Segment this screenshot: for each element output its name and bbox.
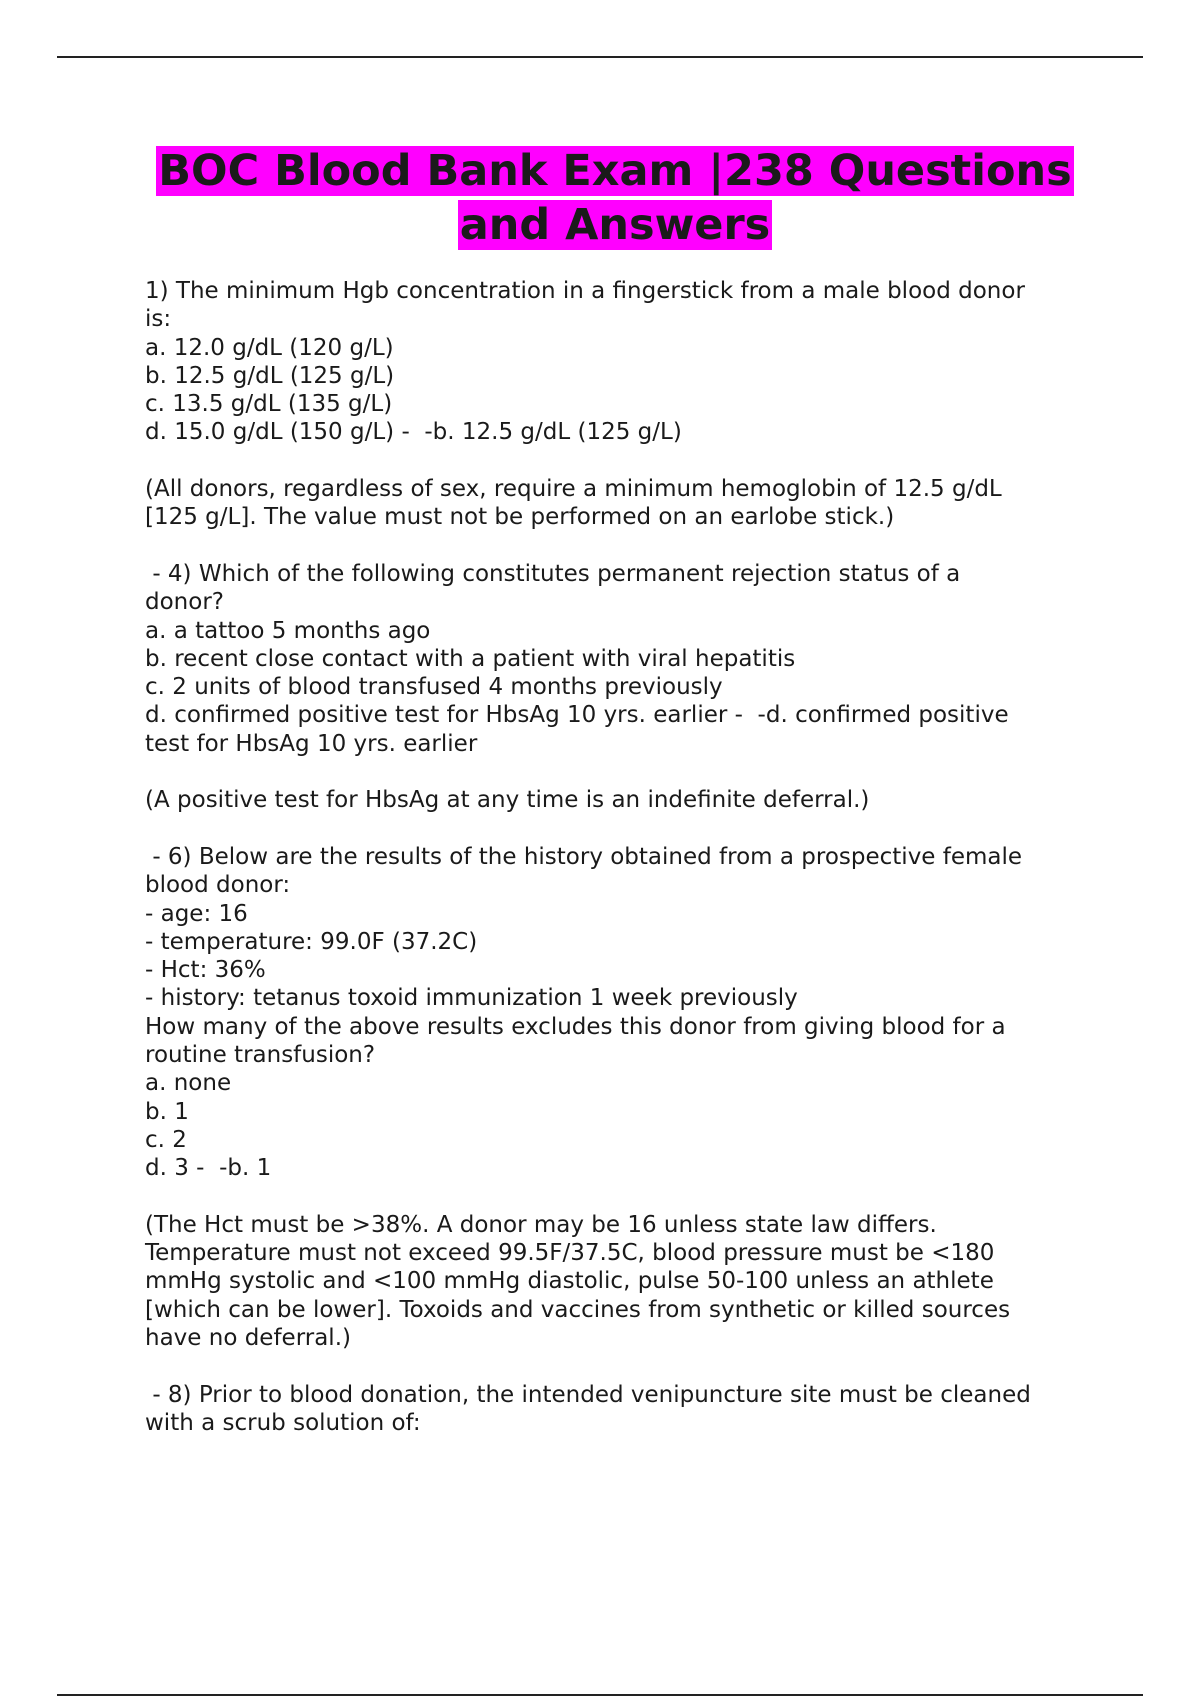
text-line: d. 3 - -b. 1 [145,1155,272,1182]
text-line: test for HbsAg 10 yrs. earlier [145,730,478,757]
text-line: (A positive test for HbsAg at any time is an indefinite deferral.) [145,787,870,814]
text-line: c. 13.5 g/dL (135 g/L) [145,391,393,418]
text-line: - 4) Which of the following constitutes permanent rejection status of a [145,560,961,587]
text-line: How many of the above results excludes this donor from giving blood for a [145,1013,1006,1040]
text-line: - 6) Below are the results of the history obtained from a prospective female [145,843,1023,870]
text-line: with a scrub solution of: [145,1409,421,1436]
text-line: have no deferral.) [145,1324,351,1351]
text-line: mmHg systolic and <100 mmHg diastolic, pulse 50-100 unless an athlete [145,1268,994,1295]
text-line: - age: 16 [145,900,248,927]
text-line: donor? [145,589,224,616]
document-title [140,144,1090,252]
document-body [145,277,1105,1437]
paragraph-gap [145,758,1105,786]
paragraph-gap [145,1352,1105,1380]
text-line: b. recent close contact with a patient with viral hepatitis [145,645,796,672]
text-line: a. 12.0 g/dL (120 g/L) [145,334,394,361]
text-line: a. a tattoo 5 months ago [145,617,431,644]
title-highlight: BOC Blood Bank Exam |238 Questions and Answers [158,146,1072,250]
text-line: [125 g/L]. The value must not be performed on an earlobe stick.) [145,504,895,531]
text-line: (All donors, regardless of sex, require a minimum hemoglobin of 12.5 g/dL [145,476,1002,503]
text-line: b. 12.5 g/dL (125 g/L) [145,362,395,389]
text-line: is: [145,306,172,333]
text-line: d. confirmed positive test for HbsAg 10 yrs. earlier - -d. confirmed positive [145,702,1009,729]
text-line: - history: tetanus toxoid immunization 1 week previously [145,985,798,1012]
top-rule [57,56,1143,58]
text-line: [which can be lower]. Toxoids and vaccines from synthetic or killed sources [145,1296,1011,1323]
paragraph-gap [145,447,1105,475]
text-line: (The Hct must be >38%. A donor may be 16 unless state law differs. [145,1211,937,1238]
text-line: Temperature must not exceed 99.5F/37.5C, blood pressure must be <180 [145,1240,995,1267]
text-line: - Hct: 36% [145,957,266,984]
text-line: c. 2 [145,1126,187,1153]
text-line: - temperature: 99.0F (37.2C) [145,928,478,955]
text-line: - 8) Prior to blood donation, the intended venipuncture site must be cleaned [145,1381,1031,1408]
paragraph-gap [145,532,1105,560]
text-line: a. none [145,1070,232,1097]
text-line: c. 2 units of blood transfused 4 months previously [145,674,723,701]
paragraph-gap [145,815,1105,843]
text-line: b. 1 [145,1098,189,1125]
paragraph-gap [145,1183,1105,1211]
text-line: blood donor: [145,872,291,899]
text-line: d. 15.0 g/dL (150 g/L) - -b. 12.5 g/dL (125 g/L) [145,419,682,446]
text-line: routine transfusion? [145,1042,376,1069]
text-line: 1) The minimum Hgb concentration in a fingerstick from a male blood donor [145,278,1025,304]
bottom-rule [57,1694,1143,1696]
